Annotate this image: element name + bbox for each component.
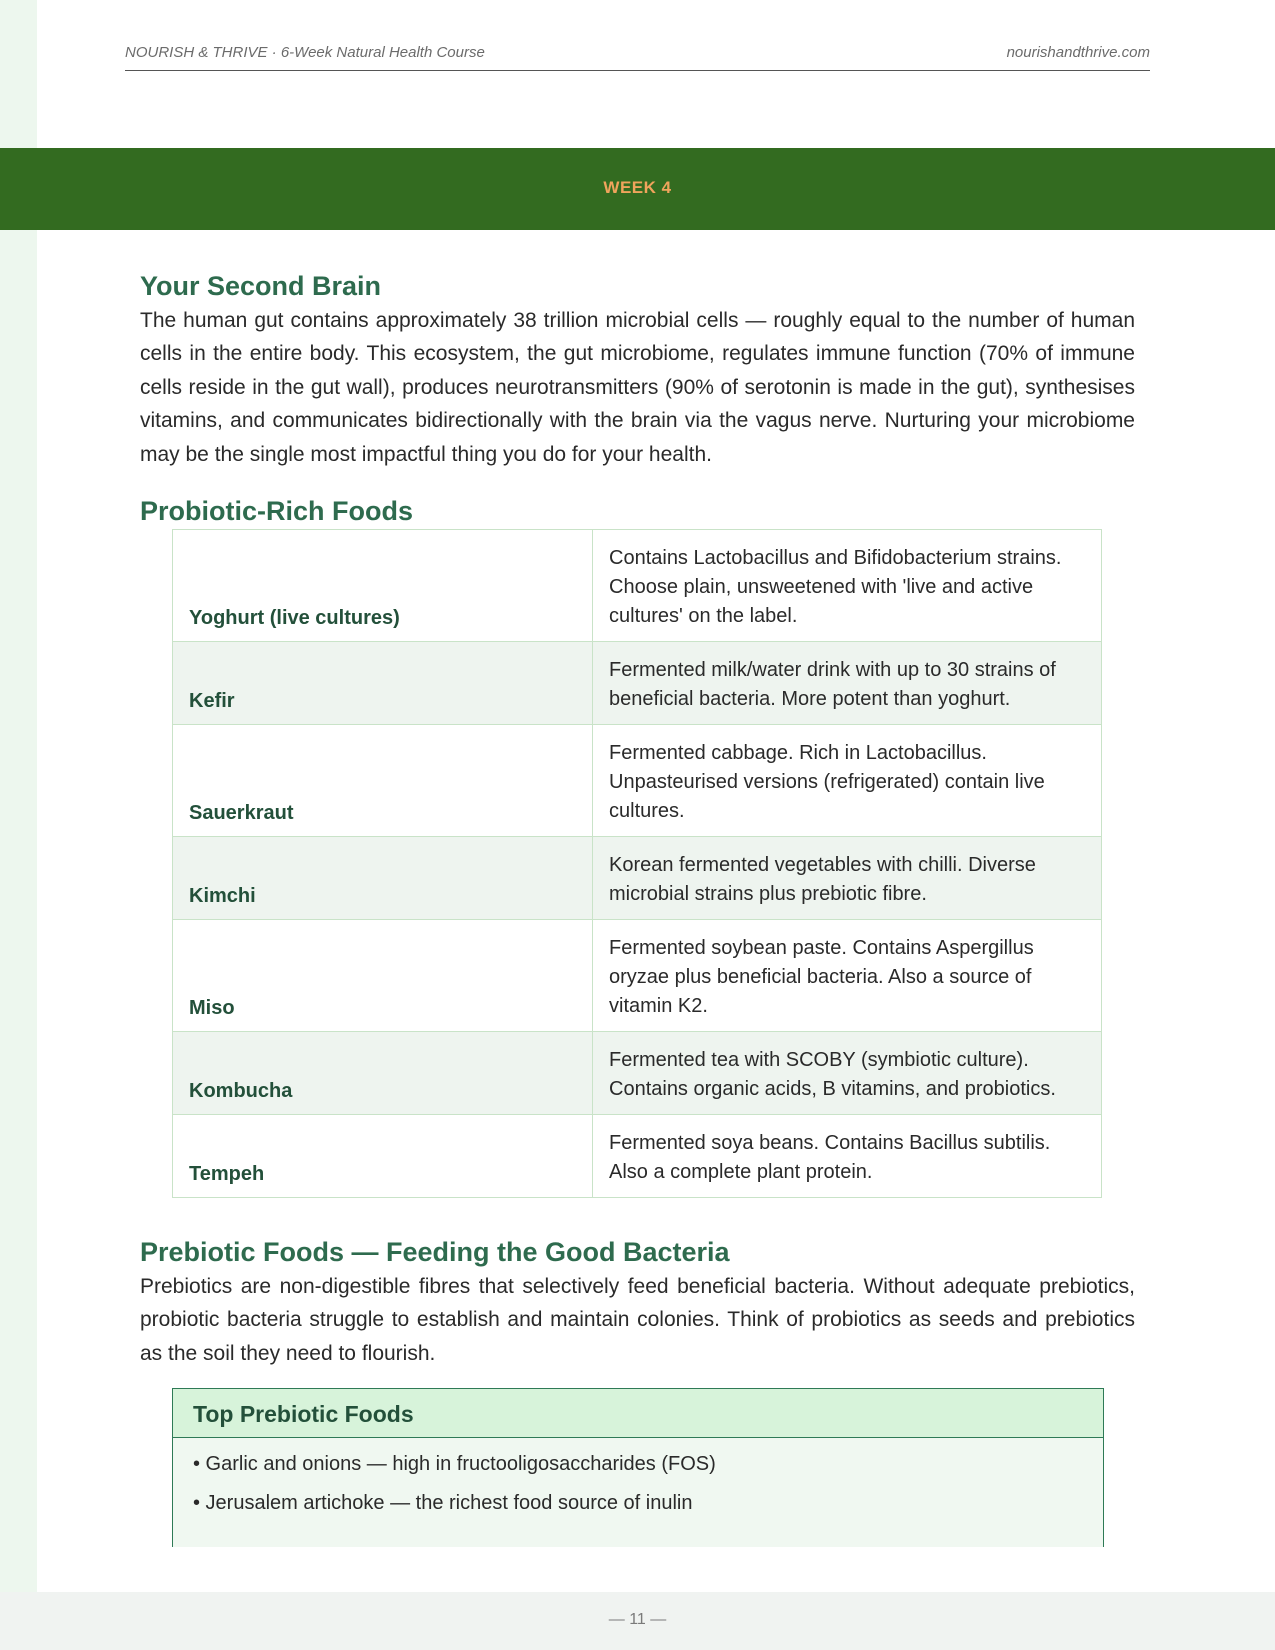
food-name: Miso — [173, 920, 593, 1032]
running-header — [125, 40, 1150, 71]
course-title: NOURISH & THRIVE · 6-Week Natural Health Course — [125, 44, 485, 61]
prebiotic-list — [173, 1451, 1103, 1516]
paragraph-second-brain: The human gut contains approximately 38 trillion microbial cells — roughly equal to the number of human cells in the entire body. This ecosystem, the gut microbiome, regulates immune function (70% of immune cells reside in the gut wall), produces neurotransmitters (90% of serotonin is made in the gut), synthesises vitamins, and communicates bidirectionally with the brain via the vagus nerve. Nurturing your microbiome may be the single most impactful thing you do for your health. — [140, 308, 1135, 466]
paragraph-prebiotic: Prebiotics are non-digestible fibres that selectively feed beneficial bacteria. Without adequate prebiotics, probiotic bacteria struggle to establish and maintain colonies. Think of probiotics as seeds and prebiotics as the soil they need to flourish. — [140, 1274, 1135, 1365]
site-url: nourishandthrive.com — [1006, 44, 1150, 61]
table-row — [173, 1115, 1102, 1198]
food-description: Fermented tea with SCOBY (symbiotic culture). Contains organic acids, B vitamins, and probiotics. — [593, 1032, 1102, 1115]
table-row — [173, 837, 1102, 920]
prebiotic-callout-box — [172, 1388, 1104, 1547]
table-row — [173, 530, 1102, 642]
page-content — [140, 270, 1135, 1547]
page-number: — 11 — — [608, 1611, 667, 1628]
heading-prebiotic-foods: Prebiotic Foods — Feeding the Good Bacteria — [140, 1237, 730, 1267]
food-description: Fermented cabbage. Rich in Lactobacillus. Unpasteurised versions (refrigerated) contain live cultures. — [593, 725, 1102, 837]
table-row — [173, 642, 1102, 725]
table-row — [173, 1032, 1102, 1115]
food-name: Tempeh — [173, 1115, 593, 1198]
food-name: Yoghurt (live cultures) — [173, 530, 593, 642]
table-row — [173, 920, 1102, 1032]
page-footer — [0, 1592, 1275, 1650]
callout-title: Top Prebiotic Foods — [173, 1389, 1103, 1438]
food-name: Kombucha — [173, 1032, 593, 1115]
side-accent-strip — [0, 0, 37, 1650]
heading-probiotic-foods: Probiotic-Rich Foods — [140, 496, 413, 527]
week-label: WEEK 4 — [603, 178, 672, 197]
week-banner — [0, 148, 1275, 230]
food-name: Kefir — [173, 642, 593, 725]
list-item: • Jerusalem artichoke — the richest food source of inulin — [193, 1492, 693, 1515]
probiotic-foods-table — [172, 529, 1102, 1198]
food-description: Korean fermented vegetables with chilli. Diverse microbial strains plus prebiotic fibre. — [593, 837, 1102, 920]
food-description: Fermented soybean paste. Contains Aspergillus oryzae plus beneficial bacteria. Also a source of vitamin K2. — [593, 920, 1102, 1032]
food-name: Kimchi — [173, 837, 593, 920]
table-row — [173, 725, 1102, 837]
food-name: Sauerkraut — [173, 725, 593, 837]
heading-second-brain: Your Second Brain — [140, 271, 382, 301]
food-description: Fermented milk/water drink with up to 30 strains of beneficial bacteria. More potent than yoghurt. — [593, 642, 1102, 725]
food-description: Contains Lactobacillus and Bifidobacterium strains. Choose plain, unsweetened with 'live and active cultures' on the label. — [593, 530, 1102, 642]
food-description: Fermented soya beans. Contains Bacillus subtilis. Also a complete plant protein. — [593, 1115, 1102, 1198]
list-item: • Garlic and onions — high in fructooligosaccharides (FOS) — [193, 1453, 716, 1476]
